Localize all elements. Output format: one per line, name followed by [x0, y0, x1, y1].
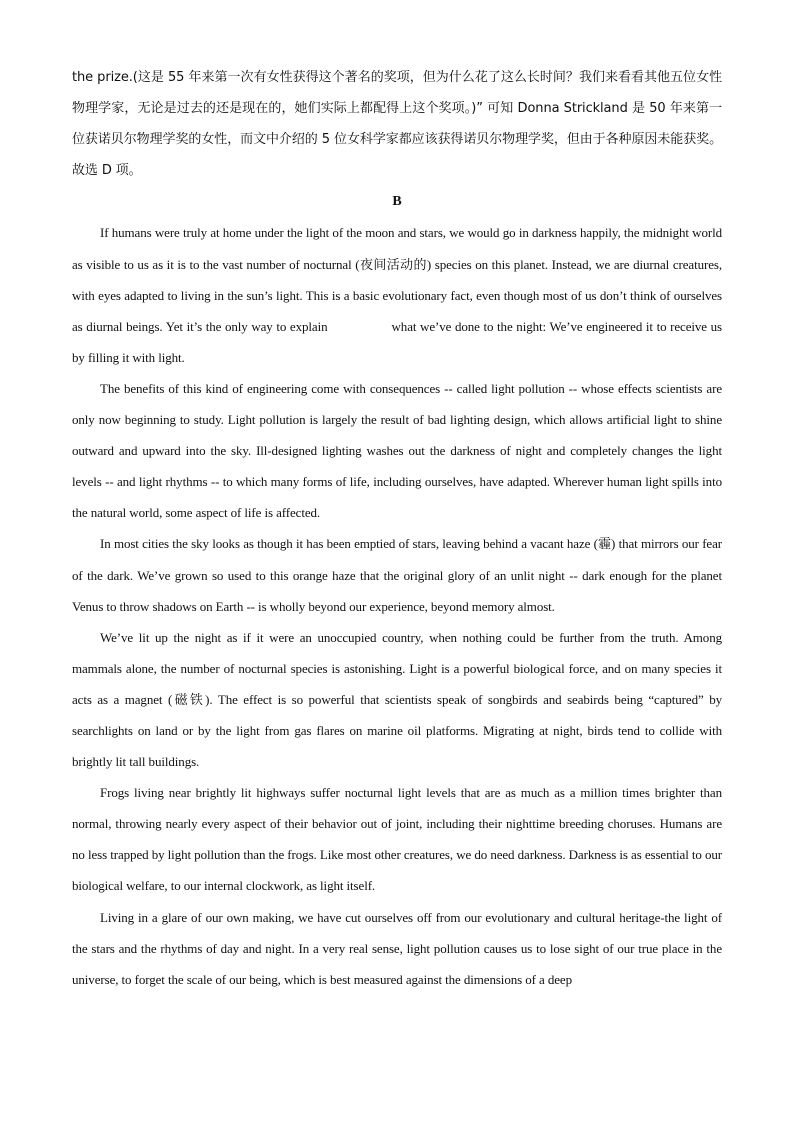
- passage-paragraph-1: [72, 217, 722, 372]
- section-heading: B: [392, 194, 402, 210]
- intro-paragraph: the prize.(这是 55 年来第一次有女性获得这个著名的奖项，但为什么花了这么长时间？我们来看看其他五位女性物理学家，无论是过去的还是现在的，她们实际上都配得上这个奖项。)” 可知 Donna Strickland 是 50 年来第一位获诺贝尔物理学奖的女性，而文中介绍的 5 位女科学家都应该获得诺贝尔物理学奖，但由于各种原因未能获奖。故选 D 项。: [72, 70, 722, 179]
- passage-paragraph-5: Frogs living near brightly lit highways suffer nocturnal light levels that are as much as a million times brighter than normal, throwing nearly every aspect of their behavior out of joint, including their nighttime breeding choruses. Humans are no less trapped by light pollution than the frogs. Like most other creatures, we do need darkness. Darkness is as essential to our biological welfare, to our internal clockwork, as light itself.: [72, 785, 722, 894]
- passage-paragraph-3: In most cities the sky looks as though it has been emptied of stars, leaving behind a vacant haze (霾) that mirrors our fear of the dark. We’ve grown so used to this orange haze that the original glory of an unlit night -- dark enough for the planet Venus to throw shadows on Earth -- is wholly beyond our experience, beyond memory almost.: [72, 536, 722, 614]
- passage-paragraph-6: Living in a glare of our own making, we have cut ourselves off from our evolutionary and cultural heritage-the light of the stars and the rhythms of day and night. In a very real sense, light pollution causes us to lose sight of our true place in the universe, to forget the scale of our being, which is best measured against the dimensions of a deep: [72, 909, 722, 987]
- passage-paragraph-2: The benefits of this kind of engineering come with consequences -- called light pollution -- whose effects scientists are only now beginning to study. Light pollution is largely the result of bad lighting design, which allows artificial light to shine outward and upward into the sky. Ill-designed lighting washes out the darkness of night and completely changes the light levels -- and light rhythms -- to which many forms of life, including ourselves, have adapted. Wherever human light spills into the natural world, some aspect of life is affected.: [72, 380, 722, 521]
- passage-paragraph-1-part2: what we’ve done to the night: We’ve engineered it to receive us by filling it with light.: [72, 318, 722, 365]
- passage-paragraph-1-part1: If humans were truly at home under the light of the moon and stars, we would go in darkness happily, the midnight world as visible to us as it is to the vast number of nocturnal (夜间活动的) species on this planet. Instead, we are diurnal creatures, with eyes adapted to living in the sun’s light. This is a basic evolutionary fact, even though most of us don’t think of ourselves as diurnal beings. Yet it’s the only way to explain: [72, 225, 722, 334]
- passage-paragraph-4: We’ve lit up the night as if it were an unoccupied country, when nothing could be further from the truth. Among mammals alone, the number of nocturnal species is astonishing. Light is a powerful biological force, and on many species it acts as a magnet (磁铁). The effect is so powerful that scientists speak of songbirds and seabirds being “captured” by searchlights on land or by the light from gas flares on marine oil platforms. Migrating at night, birds tend to collide with brightly lit tall buildings.: [72, 629, 722, 770]
